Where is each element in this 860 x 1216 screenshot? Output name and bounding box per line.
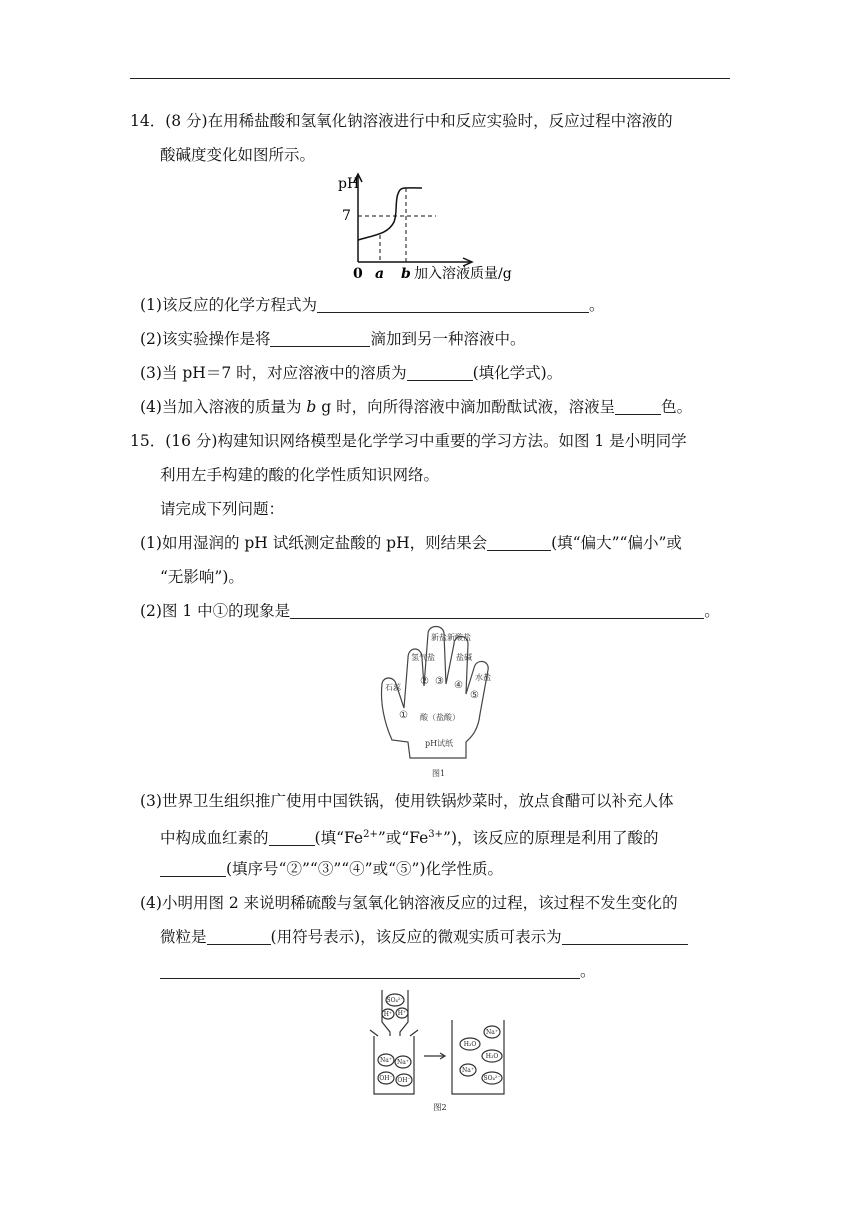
q14-part2-text: (2)该实验操作是将: [140, 330, 271, 348]
q14-part1-end: 。: [588, 296, 605, 314]
q15-stem-line1: 15．(16 分)构建知识网络模型是化学学习中重要的学习方法。如图 1 是小明同学: [130, 432, 687, 450]
q15-part3-line3: [160, 858, 503, 880]
q15-part3-line3-text: (填序号“②”“③”“④”或“⑤”)化学性质。: [226, 860, 503, 878]
num4: ④: [454, 680, 463, 691]
q15-part3-fe-a: (填“Fe: [314, 829, 364, 848]
finger1-label: 石蕊: [385, 683, 401, 692]
finger4-label: 盐碱: [456, 653, 472, 662]
q14-stem-line1: 14．(8 分)在用稀盐酸和氢氧化钠溶液进行中和反应实验时，反应过程中溶液的: [130, 112, 673, 130]
q14-part3: [140, 362, 562, 384]
oh-label-1: OH⁻: [379, 1075, 393, 1082]
na-label-1: Na⁺: [380, 1057, 392, 1064]
q14-part1: [140, 294, 604, 316]
num5: ⑤: [470, 690, 479, 701]
palm-label: 酸（盐酸）: [420, 713, 460, 722]
figure2-caption: 图2: [433, 1103, 447, 1112]
q14-part3-blank[interactable]: [407, 364, 473, 381]
figure1-caption: 图1: [432, 769, 446, 778]
q14-part4: [140, 396, 692, 418]
q15-part3-blank2[interactable]: [160, 860, 226, 877]
beaker-left-lip: [370, 1030, 418, 1036]
q14-part3-end: (填化学式)。: [472, 364, 563, 382]
q15-part4-line3: [160, 960, 596, 982]
q14-part4-end: 色。: [661, 398, 693, 416]
finger3-label: 新盐新酸盐: [431, 633, 471, 642]
q15-part3-sup1: 2+: [363, 829, 378, 840]
ph-graph: [330, 170, 540, 282]
q15-part3-fe-b: ”或“Fe: [377, 829, 429, 848]
q15-part2-blank[interactable]: [290, 602, 704, 619]
graph-y7: 7: [342, 208, 351, 224]
so4-label-2: SO₄²⁻: [483, 1075, 501, 1082]
q14-part2: [140, 328, 525, 350]
q15-part3-line2-text: 中构成血红素的: [160, 829, 269, 848]
figure2-beakers: [368, 986, 528, 1116]
q15-stem-line2: 利用左手构建的酸的化学性质知识网络。: [160, 466, 440, 484]
q15-part2-end: 。: [704, 602, 720, 620]
q15-part4-blank3[interactable]: [160, 962, 580, 979]
q14-part1-blank[interactable]: [317, 296, 589, 313]
header-rule: [130, 78, 730, 79]
q14-stem-line2: 酸碱度变化如图所示。: [160, 146, 316, 164]
q15-part3-fe-c: ”)，该反应的原理是利用了酸的: [443, 829, 659, 848]
q15-part4-blank2[interactable]: [562, 928, 688, 945]
ph-curve: [358, 188, 422, 240]
q15-part4-line2-mid: (用符号表示)，该反应的微观实质可表示为: [270, 928, 562, 946]
oh-label-2: OH⁻: [397, 1077, 411, 1084]
q15-part3-blank1[interactable]: [269, 829, 315, 846]
h-label-2: H⁺: [397, 1010, 407, 1017]
q15-part3-line2: [160, 824, 659, 849]
finger2-label: 氢气盐: [411, 653, 435, 662]
q14-part4-mid: g 时，向所得溶液中滴加酚酞试液，溶液呈: [316, 398, 616, 416]
graph-b: b: [401, 266, 411, 282]
so4-label: SO₄²⁻: [386, 997, 404, 1004]
na-label-2: Na⁺: [397, 1059, 409, 1066]
q15-part2: [140, 600, 720, 622]
q14-part2-blank[interactable]: [270, 330, 370, 347]
q15-part1: [140, 532, 682, 554]
num2: ②: [420, 676, 429, 687]
num3: ③: [435, 676, 444, 687]
q15-part1-line2: “无影响”)。: [160, 568, 244, 586]
q14-part4-blank[interactable]: [615, 398, 661, 415]
q15-part1-end: (填“偏大”“偏小”或: [551, 534, 682, 552]
h2o-label-1: H₂O: [463, 1041, 477, 1048]
na-label-4: Na⁺: [462, 1067, 474, 1074]
q14-part1-text: (1)该反应的化学方程式为: [140, 296, 317, 314]
h2o-label-2: H₂O: [485, 1053, 499, 1060]
num1: ①: [399, 710, 408, 721]
q15-part4-line3-end: 。: [580, 962, 596, 980]
q15-part4-blank1[interactable]: [207, 928, 271, 945]
q14-part3-text: (3)当 pH＝7 时，对应溶液中的溶质为: [140, 364, 407, 382]
q15-part1-text: (1)如用湿润的 pH 试纸测定盐酸的 pH，则结果会: [140, 534, 488, 552]
figure1-hand: [374, 622, 500, 782]
finger5-label: 水盐: [475, 673, 491, 682]
q14-part2-end: 滴加到另一种溶液中。: [370, 330, 526, 348]
q15-part1-blank[interactable]: [487, 534, 551, 551]
graph-xlabel: 加入溶液质量/g: [414, 266, 512, 282]
q15-stem-line3: 请完成下列问题：: [160, 500, 285, 518]
q15-part4-line1: (4)小明用图 2 来说明稀硫酸与氢氧化钠溶液反应的过程，该过程不发生变化的: [140, 894, 678, 912]
graph-a: a: [375, 266, 385, 282]
q15-part4-line2-text: 微粒是: [160, 928, 207, 946]
q14-part4-b: b: [306, 398, 317, 416]
q15-part2-text: (2)图 1 中①的现象是: [140, 602, 291, 620]
q15-part3-line1: (3)世界卫生组织推广使用中国铁锅，使用铁锅炒菜时，放点食醋可以补充人体: [140, 792, 674, 810]
h-label-1: H⁺: [383, 1011, 393, 1018]
q14-part4-text: (4)当加入溶液的质量为: [140, 398, 307, 416]
q15-part3-sup2: 3+: [428, 829, 444, 840]
graph-origin: 0: [353, 266, 363, 282]
graph-ylabel: pH: [338, 176, 360, 192]
q15-part4-line2: [160, 926, 688, 948]
na-label-3: Na⁺: [486, 1029, 498, 1036]
wrist-label: pH试纸: [425, 739, 454, 748]
